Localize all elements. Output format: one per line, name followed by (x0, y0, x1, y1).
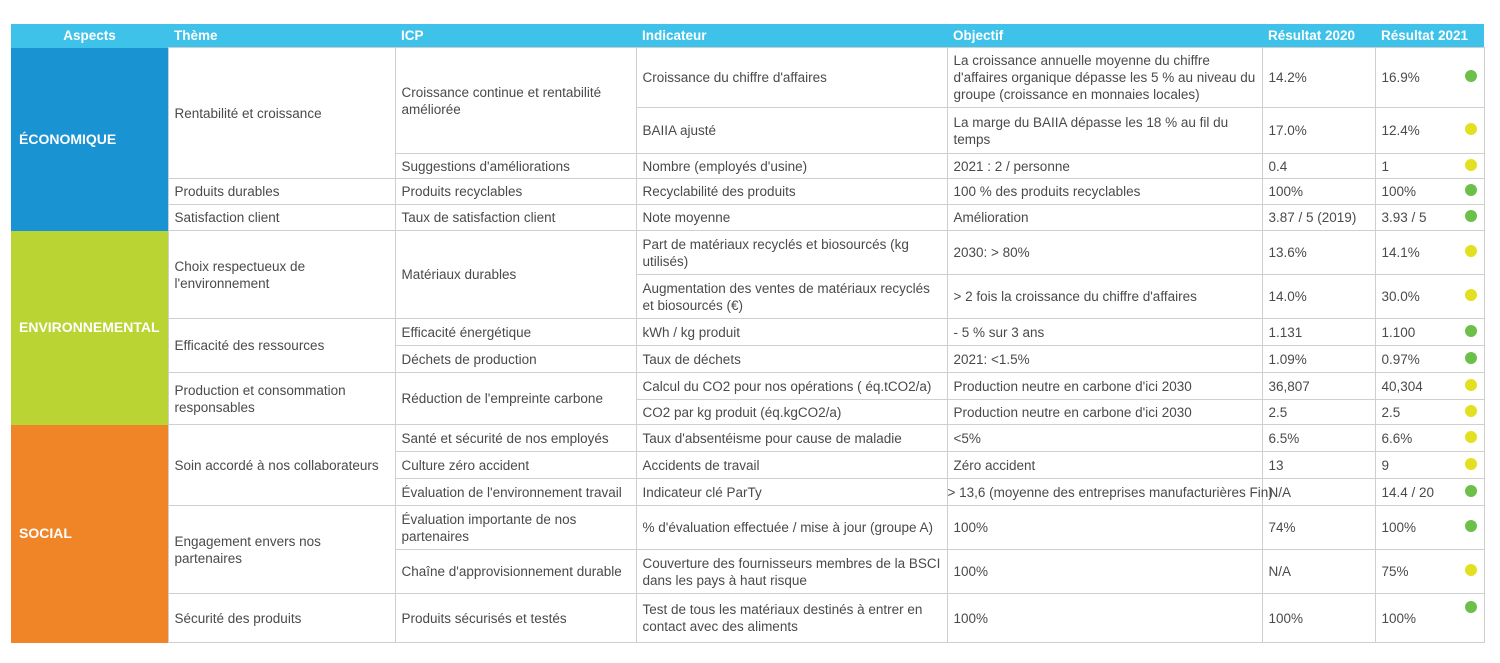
icp-cell: Chaîne d'approvisionnement durable (395, 550, 636, 594)
result-2021-cell: 1 (1375, 154, 1459, 179)
result-2021-cell: 100% (1375, 179, 1459, 205)
result-2020-cell: 0.4 (1262, 154, 1375, 179)
icp-cell: Réduction de l'empreinte carbone (395, 373, 636, 425)
result-2020-cell: 14.2% (1262, 48, 1375, 108)
header-indicateur: Indicateur (636, 24, 947, 48)
result-2020-cell: 13.6% (1262, 231, 1375, 275)
objectif-cell: > 2 fois la croissance du chiffre d'affaires (947, 275, 1262, 319)
objectif-cell: La marge du BAIIA dépasse les 18 % au fil du temps (947, 108, 1262, 154)
indicateur-cell: % d'évaluation effectuée / mise à jour (groupe A) (636, 506, 947, 550)
icp-cell: Produits sécurisés et testés (395, 594, 636, 643)
objectif-cell: 2021 : 2 / personne (947, 154, 1262, 179)
table-row (11, 425, 1484, 452)
indicateur-cell: Nombre (employés d'usine) (636, 154, 947, 179)
objectif-cell: 2030: > 80% (947, 231, 1262, 275)
indicateur-cell: Part de matériaux recyclés et biosourcés (kg utilisés) (636, 231, 947, 275)
indicateur-cell: Taux d'absentéisme pour cause de maladie (636, 425, 947, 452)
result-2020-cell: N/A (1262, 550, 1375, 594)
result-2021-cell: 0.97% (1375, 346, 1459, 373)
header-icp: ICP (395, 24, 636, 48)
indicateur-cell: Test de tous les matériaux destinés à entrer en contact avec des aliments (636, 594, 947, 643)
table-row (11, 506, 1484, 550)
result-2021-cell: 6.6% (1375, 425, 1459, 452)
aspect-economique: ÉCONOMIQUE (11, 48, 168, 231)
objectif-cell: La croissance annuelle moyenne du chiffre d'affaires organique dépasse les 5 % au niveau du groupe (croissance en monnaies locales) (947, 48, 1262, 108)
header-resultat-2021: Résultat 2021 (1375, 24, 1484, 48)
status-dot-icon (1465, 379, 1477, 391)
aspect-environnemental: ENVIRONNEMENTAL (11, 231, 168, 425)
table-row (11, 48, 1484, 108)
theme-cell: Choix respectueux de l'environnement (168, 231, 395, 319)
theme-cell: Produits durables (168, 179, 395, 205)
icp-cell: Santé et sécurité de nos employés (395, 425, 636, 452)
result-2020-cell: 3.87 / 5 (2019) (1262, 205, 1375, 231)
icp-cell: Produits recyclables (395, 179, 636, 205)
status-dot-icon (1465, 485, 1477, 497)
result-2020-cell: 6.5% (1262, 425, 1375, 452)
objectif-cell: > 13,6 (moyenne des entreprises manufacturières Fin) (947, 479, 1262, 506)
theme-cell: Rentabilité et croissance (168, 48, 395, 179)
theme-cell: Production et consommation responsables (168, 373, 395, 425)
status-dot-icon (1465, 159, 1477, 171)
indicateur-cell: Calcul du CO2 pour nos opérations ( éq.tCO2/a) (636, 373, 947, 400)
theme-cell: Sécurité des produits (168, 594, 395, 643)
status-dot-icon (1465, 520, 1477, 532)
indicateur-cell: kWh / kg produit (636, 319, 947, 346)
icp-cell: Croissance continue et rentabilité améliorée (395, 48, 636, 154)
header-theme: Thème (168, 24, 395, 48)
status-dot-icon (1465, 210, 1477, 222)
objectif-cell: Zéro accident (947, 452, 1262, 479)
result-2021-cell: 9 (1375, 452, 1459, 479)
result-2020-cell: 100% (1262, 179, 1375, 205)
objectif-cell: - 5 % sur 3 ans (947, 319, 1262, 346)
result-2021-cell: 14.1% (1375, 231, 1459, 275)
result-2020-cell: 1.131 (1262, 319, 1375, 346)
status-dot-icon (1465, 564, 1477, 576)
status-dot-icon (1465, 123, 1477, 135)
status-dot-icon (1465, 245, 1477, 257)
status-dot-icon (1465, 184, 1477, 196)
result-2020-cell: 14.0% (1262, 275, 1375, 319)
result-2021-cell: 3.93 / 5 (1375, 205, 1459, 231)
objectif-cell: Amélioration (947, 205, 1262, 231)
objectif-cell: Production neutre en carbone d'ici 2030 (947, 373, 1262, 400)
objectif-cell: Production neutre en carbone d'ici 2030 (947, 400, 1262, 425)
theme-cell: Efficacité des ressources (168, 319, 395, 373)
icp-cell: Évaluation de l'environnement travail (395, 479, 636, 506)
theme-cell: Engagement envers nos partenaires (168, 506, 395, 594)
status-dot-icon (1465, 289, 1477, 301)
header-objectif: Objectif (947, 24, 1262, 48)
table-row (11, 319, 1484, 346)
status-dot-icon (1465, 70, 1477, 82)
result-2020-cell: N/A (1262, 479, 1375, 506)
kpi-table (11, 24, 1485, 643)
theme-cell: Satisfaction client (168, 205, 395, 231)
result-2020-cell: 1.09% (1262, 346, 1375, 373)
result-2020-cell: 36,807 (1262, 373, 1375, 400)
result-2021-cell: 30.0% (1375, 275, 1459, 319)
table-row (11, 231, 1484, 275)
indicateur-cell: CO2 par kg produit (éq.kgCO2/a) (636, 400, 947, 425)
status-dot-icon (1465, 325, 1477, 337)
table-row (11, 373, 1484, 400)
result-2020-cell: 17.0% (1262, 108, 1375, 154)
header-aspects: Aspects (11, 24, 168, 48)
objectif-cell: 100% (947, 550, 1262, 594)
indicateur-cell: Accidents de travail (636, 452, 947, 479)
result-2021-cell: 40,304 (1375, 373, 1459, 400)
result-2021-cell: 14.4 / 20 (1375, 479, 1459, 506)
result-2020-cell: 100% (1262, 594, 1375, 643)
status-dot-icon (1465, 431, 1477, 443)
objectif-cell: 2021: <1.5% (947, 346, 1262, 373)
result-2021-cell: 100% (1375, 594, 1459, 643)
status-dot-icon (1465, 352, 1477, 364)
indicateur-cell: Couverture des fournisseurs membres de la BSCI dans les pays à haut risque (636, 550, 947, 594)
icp-cell: Culture zéro accident (395, 452, 636, 479)
icp-cell: Efficacité énergétique (395, 319, 636, 346)
result-2021-cell: 12.4% (1375, 108, 1459, 154)
result-2020-cell: 74% (1262, 506, 1375, 550)
indicateur-cell: Croissance du chiffre d'affaires (636, 48, 947, 108)
result-2021-cell: 2.5 (1375, 400, 1459, 425)
objectif-cell: 100% (947, 506, 1262, 550)
indicateur-cell: Augmentation des ventes de matériaux recyclés et biosourcés (€) (636, 275, 947, 319)
theme-cell: Soin accordé à nos collaborateurs (168, 425, 395, 506)
header-resultat-2020: Résultat 2020 (1262, 24, 1375, 48)
result-2020-cell: 2.5 (1262, 400, 1375, 425)
result-2021-cell: 100% (1375, 506, 1459, 550)
icp-cell: Évaluation importante de nos partenaires (395, 506, 636, 550)
table-row (11, 594, 1484, 643)
result-2021-cell: 75% (1375, 550, 1459, 594)
table-row (11, 179, 1484, 205)
indicateur-cell: Recyclabilité des produits (636, 179, 947, 205)
status-dot-icon (1465, 405, 1477, 417)
objectif-cell: 100 % des produits recyclables (947, 179, 1262, 205)
icp-cell: Déchets de production (395, 346, 636, 373)
status-dot-icon (1465, 601, 1477, 613)
result-2021-cell: 1.100 (1375, 319, 1459, 346)
indicateur-cell: Note moyenne (636, 205, 947, 231)
indicateur-cell: Taux de déchets (636, 346, 947, 373)
status-dot-icon (1465, 458, 1477, 470)
objectif-cell: 100% (947, 594, 1262, 643)
aspect-social: SOCIAL (11, 425, 168, 643)
icp-cell: Taux de satisfaction client (395, 205, 636, 231)
icp-cell: Suggestions d'améliorations (395, 154, 636, 179)
icp-cell: Matériaux durables (395, 231, 636, 319)
header-row (11, 24, 1484, 48)
indicateur-cell: Indicateur clé ParTy (636, 479, 947, 506)
result-2020-cell: 13 (1262, 452, 1375, 479)
table-row (11, 205, 1484, 231)
objectif-cell: <5% (947, 425, 1262, 452)
result-2021-cell: 16.9% (1375, 48, 1459, 108)
indicateur-cell: BAIIA ajusté (636, 108, 947, 154)
